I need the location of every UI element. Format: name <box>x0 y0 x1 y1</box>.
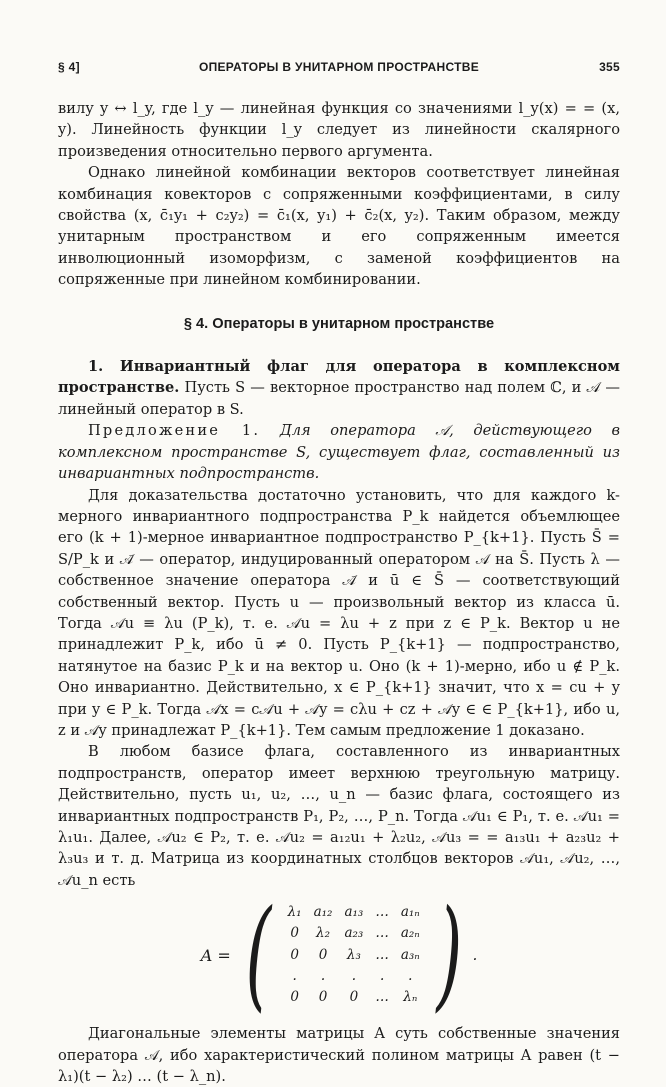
matrix-cell: … <box>375 925 389 942</box>
matrix-cell: λ₁ <box>287 903 302 920</box>
paragraph-3 <box>58 356 620 420</box>
matrix-cell: . <box>292 967 297 984</box>
matrix-row <box>282 923 426 944</box>
matrix-trailing-period: . <box>472 946 478 964</box>
matrix-cell: a₁₃ <box>344 903 364 920</box>
matrix-cell: 0 <box>318 989 328 1006</box>
matrix-row <box>282 945 426 966</box>
header-section-mark: § 4] <box>58 60 80 74</box>
matrix-row <box>282 987 426 1008</box>
matrix-cell: … <box>375 903 389 920</box>
matrix-formula <box>58 885 620 1025</box>
matrix-table <box>282 902 426 1009</box>
left-paren: ( <box>245 885 272 1025</box>
proposition <box>58 420 620 484</box>
matrix-label: A = <box>200 945 231 965</box>
right-paren: ) <box>436 885 463 1025</box>
paragraph-2: Однако линейной комбинации векторов соответствует линейная комбинация ковекторов с сопряженными коэффициентами, в силу свойства (x, c̄₁y₁ + c₂y₂) = c̄₁(x, y₁) + c̄₂(x, y₂). Таким образом, между унитарным пространством и его сопряженным имеется инволюционный изоморфизм, с заменой коэффициентов на сопряженные при линейном комбинировании. <box>58 164 620 289</box>
matrix-cell: … <box>375 946 389 963</box>
paragraph-1: вилу y ↔ l_y, где l_y — линейная функция со значениями l_y(x) = = (x, y). Линейность функции l_y следует из линейности скалярного произведения относительно первого аргумента. <box>58 100 620 160</box>
paragraph-4: Для доказательства достаточно установить, что для каждого k-мерного инвариантного подпространства P_k найдется объемлющее его (k + 1)-мерное инвариантное подпространство P_{k+1}. Пусть S̄ = S/P_k и 𝒜̄ — оператор, индуцированный оператором 𝒜 на S̄. Пусть λ — собственное значение оператора 𝒜̄ и ū ∈ S̄ — соответствующий собственный вектор. Пусть u — произвольный вектор из класса ū. Тогда 𝒜u ≡ λu (P_k), т. е. 𝒜u = λu + z при z ∈ P_k. Вектор u не принадлежит P_k, ибо ū ≠ 0. Пусть P_{k+1} — подпространство, натянутое на базис P_k и на вектор u. Оно (k + 1)-мерно, ибо u ∉ P_k. Оно инвариантно. Действительно, x ∈ P_{k+1} значит, что x = cu + y при y ∈ P_k. Тогда 𝒜x = c𝒜u + 𝒜y = cλu + cz + 𝒜y ∈ ∈ P_{k+1}, ибо u, z и 𝒜y принадлежат P_{k+1}. Тем самым предложение 1 доказано. <box>58 486 620 739</box>
subsection-heading: 1. Инвариантный флаг для оператора в комплексном пространстве. <box>58 358 620 397</box>
paragraph-3-text: Пусть S — векторное пространство над полем ℂ, и 𝒜 — линейный оператор в S. <box>58 379 621 418</box>
matrix-cell: λ₃ <box>346 946 361 963</box>
matrix-cell: λ₂ <box>316 925 331 942</box>
matrix-cell: 0 <box>290 946 299 963</box>
matrix-cell: . <box>379 967 385 984</box>
matrix-cell: 0 <box>290 925 299 942</box>
matrix-cell: . <box>351 967 357 984</box>
page-number: 355 <box>599 60 620 74</box>
page-body <box>58 98 620 1087</box>
matrix-row <box>282 902 426 923</box>
matrix-cell: … <box>375 989 389 1006</box>
matrix-cell: 0 <box>318 946 328 963</box>
matrix-row <box>282 966 426 987</box>
matrix-cell: a₂₃ <box>344 925 364 942</box>
proposition-text: Для оператора 𝒜, действующего в комплексном пространстве S, существует флаг, составленный из инвариантных подпространств. <box>58 422 621 483</box>
matrix-cell: a₁₂ <box>313 903 333 920</box>
matrix-cell: 0 <box>290 989 299 1006</box>
paragraph-6: Диагональные элементы матрицы A суть собственные значения оператора 𝒜, ибо характеристический полином матрицы A равен (t − λ₁)(t − λ₂) … (t − λ_n). <box>58 1025 620 1086</box>
matrix-cell: a₃ₙ <box>400 946 420 963</box>
matrix-cell: . <box>320 967 326 984</box>
matrix-cell: a₁ₙ <box>400 903 420 920</box>
section-heading: § 4. Операторы в унитарном пространстве <box>183 315 495 332</box>
matrix-cell: . <box>408 967 413 984</box>
paragraph-5: В любом базисе флага, составленного из инвариантных подпространств, оператор имеет верхнюю треугольную матрицу. Действительно, пусть u₁, u₂, …, u_n — базис флага, состоящего из инвариантных подпространств P₁, P₂, …, P_n. Тогда 𝒜u₁ ∈ P₁, т. е. 𝒜u₁ = λ₁u₁. Далее, 𝒜u₂ ∈ P₂, т. е. 𝒜u₂ = a₁₂u₁ + λ₂u₂, 𝒜u₃ = = a₁₃u₁ + a₂₃u₂ + λ₃u₃ и т. д. Матрица из координатных столбцов векторов 𝒜u₁, 𝒜u₂, …, 𝒜u_n есть <box>58 743 620 889</box>
matrix-cell: a₂ₙ <box>400 925 420 942</box>
matrix-cell: λₙ <box>403 989 418 1006</box>
proposition-label: Предложение 1. <box>88 422 261 440</box>
header-title: ОПЕРАТОРЫ В УНИТАРНОМ ПРОСТРАНСТВЕ <box>198 60 480 74</box>
matrix-cell: 0 <box>349 989 359 1006</box>
